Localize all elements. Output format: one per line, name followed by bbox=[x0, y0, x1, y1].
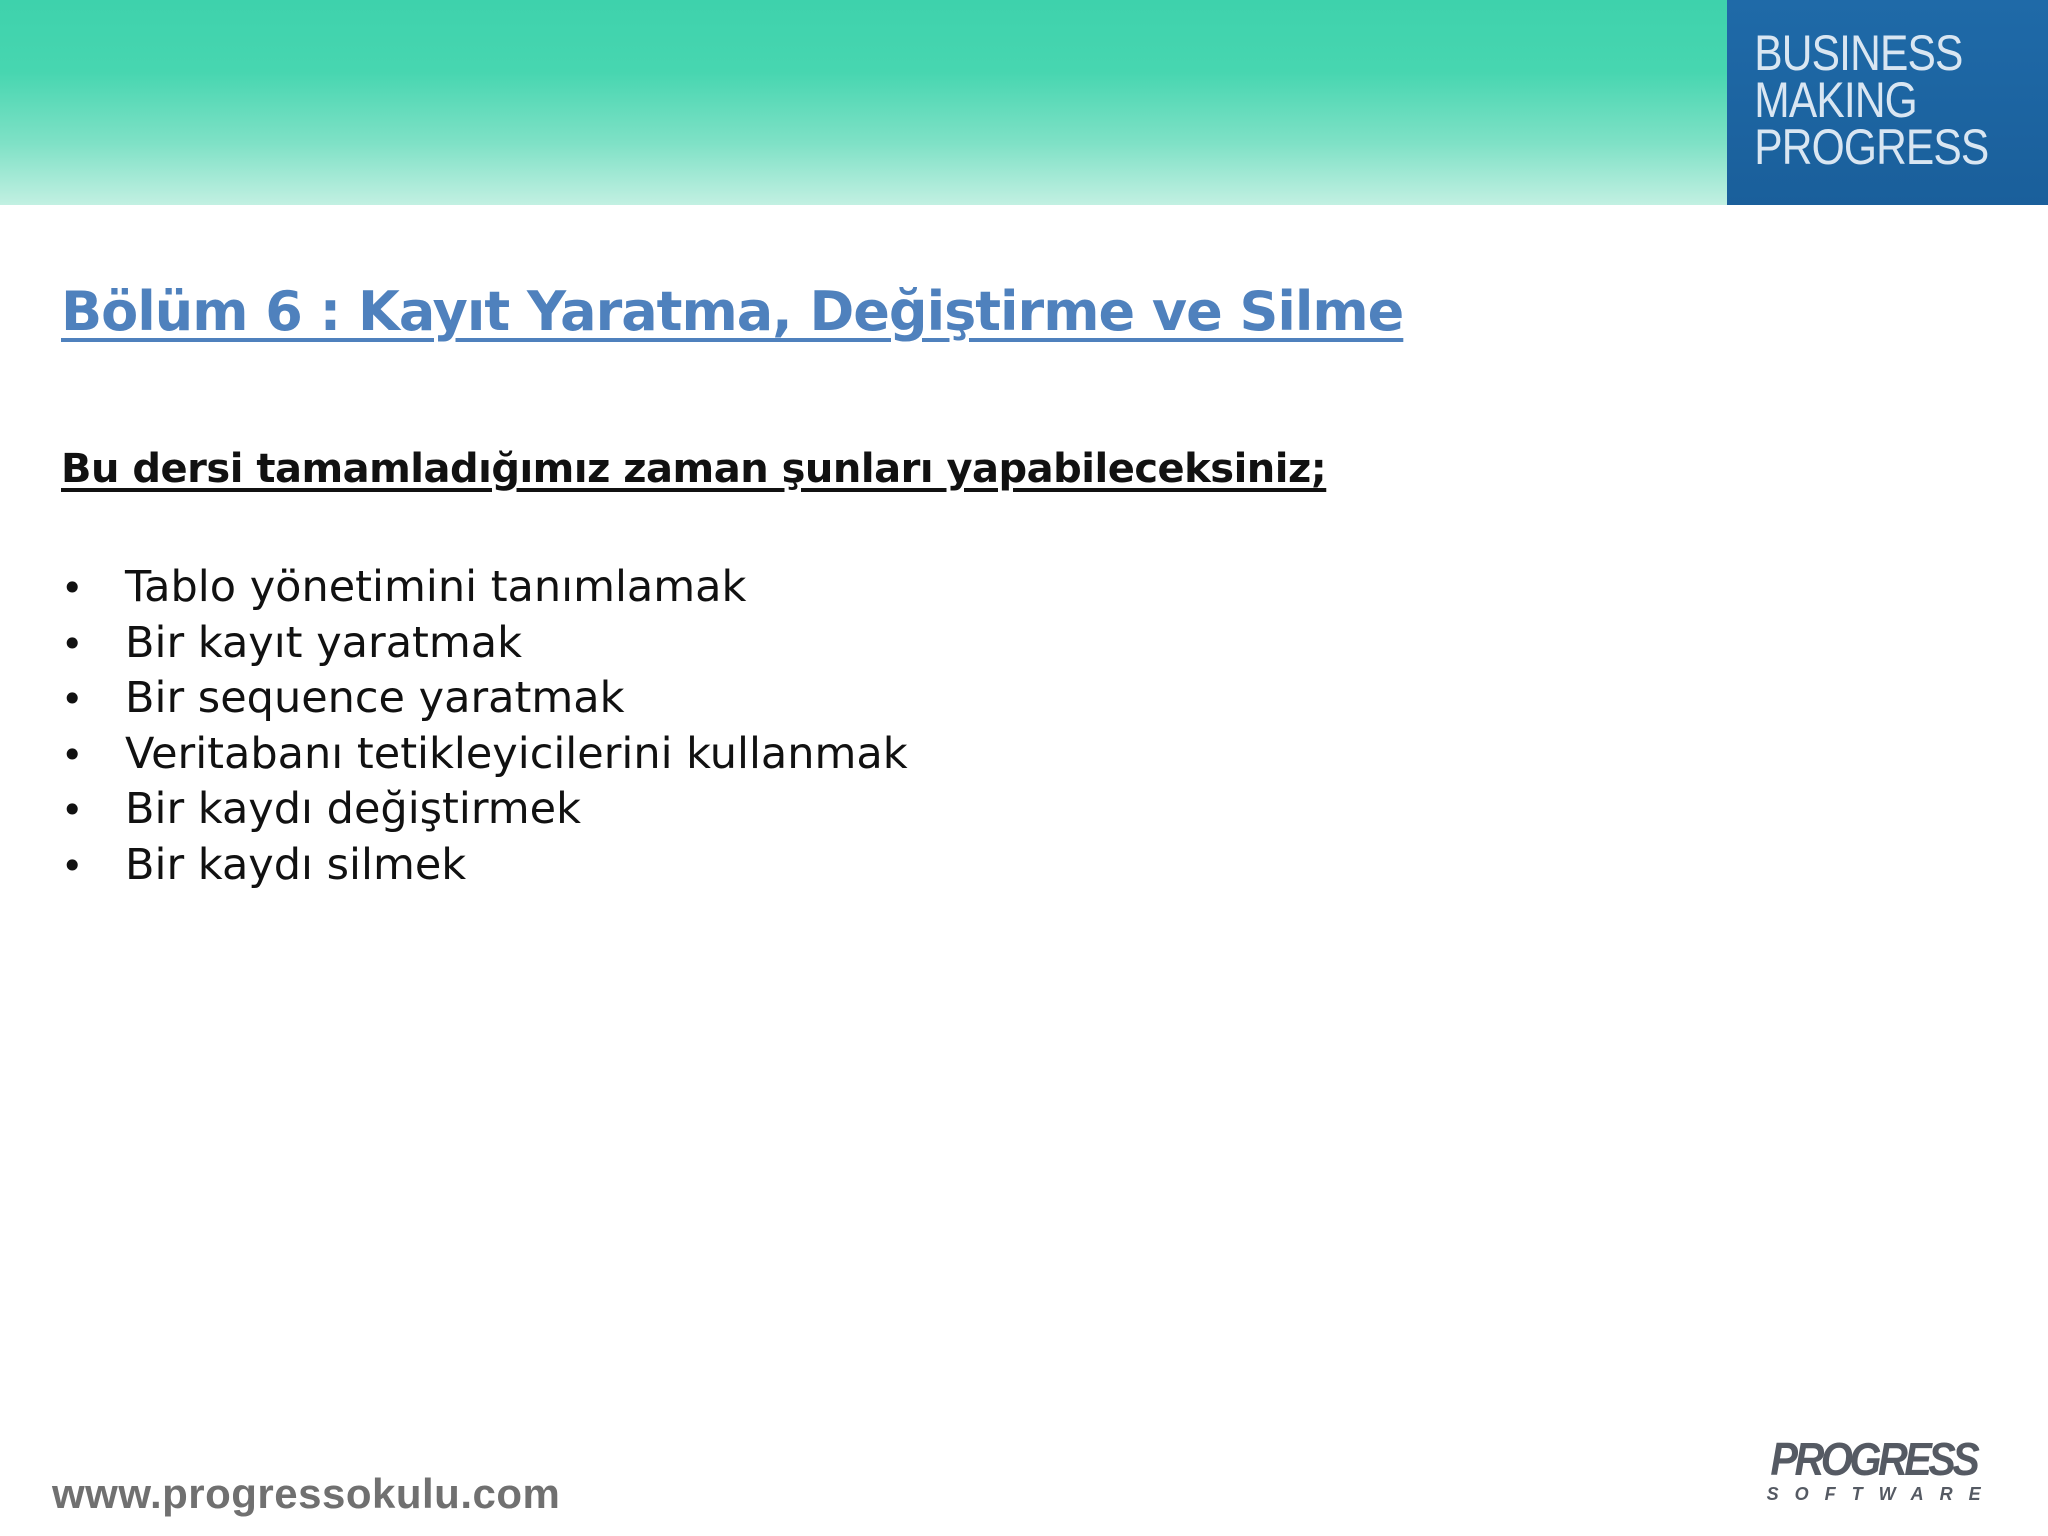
bullet-icon: • bbox=[61, 732, 84, 777]
list-item bbox=[61, 727, 908, 783]
header-gradient-band bbox=[0, 0, 1727, 205]
list-item bbox=[61, 671, 908, 727]
brand-line-1: BUSINESS bbox=[1753, 25, 1963, 81]
list-item bbox=[61, 560, 908, 616]
list-item bbox=[61, 782, 908, 838]
slide-subtitle: Bu dersi tamamladığımız zaman şunları yapabileceksiniz; bbox=[61, 446, 1327, 492]
list-item-text: Bir kaydı değiştirmek bbox=[125, 784, 582, 834]
list-item bbox=[61, 838, 908, 894]
bullet-icon: • bbox=[61, 843, 84, 888]
bullet-icon: • bbox=[61, 566, 84, 610]
objectives-list bbox=[61, 560, 908, 893]
logo-wordmark: PROGRESS bbox=[1770, 1433, 1977, 1485]
list-item bbox=[61, 616, 908, 672]
brand-line-3: PROGRESS bbox=[1753, 119, 1988, 175]
list-item-text: Tablo yönetimini tanımlamak bbox=[125, 562, 747, 612]
list-item-text: Bir kaydı silmek bbox=[125, 839, 467, 890]
list-item-text: Bir sequence yaratmak bbox=[125, 673, 625, 723]
footer-website-link[interactable]: www.progressokulu.com bbox=[52, 1470, 561, 1517]
logo-subtext: SOFTWARE bbox=[1766, 1484, 1997, 1504]
progress-software-logo bbox=[1759, 1433, 1997, 1506]
list-item-text: Bir kayıt yaratmak bbox=[125, 617, 523, 668]
list-item-text: Veritabanı tetikleyicilerini kullanmak bbox=[125, 728, 908, 779]
brand-logo-box bbox=[1727, 0, 2048, 205]
slide-title: Bölüm 6 : Kayıt Yaratma, Değiştirme ve Silme bbox=[61, 280, 1404, 343]
bullet-icon: • bbox=[61, 677, 84, 721]
bullet-icon: • bbox=[61, 621, 84, 666]
brand-line-2: MAKING bbox=[1753, 72, 1917, 128]
brand-slogan bbox=[1753, 25, 1988, 175]
bullet-icon: • bbox=[61, 788, 84, 832]
